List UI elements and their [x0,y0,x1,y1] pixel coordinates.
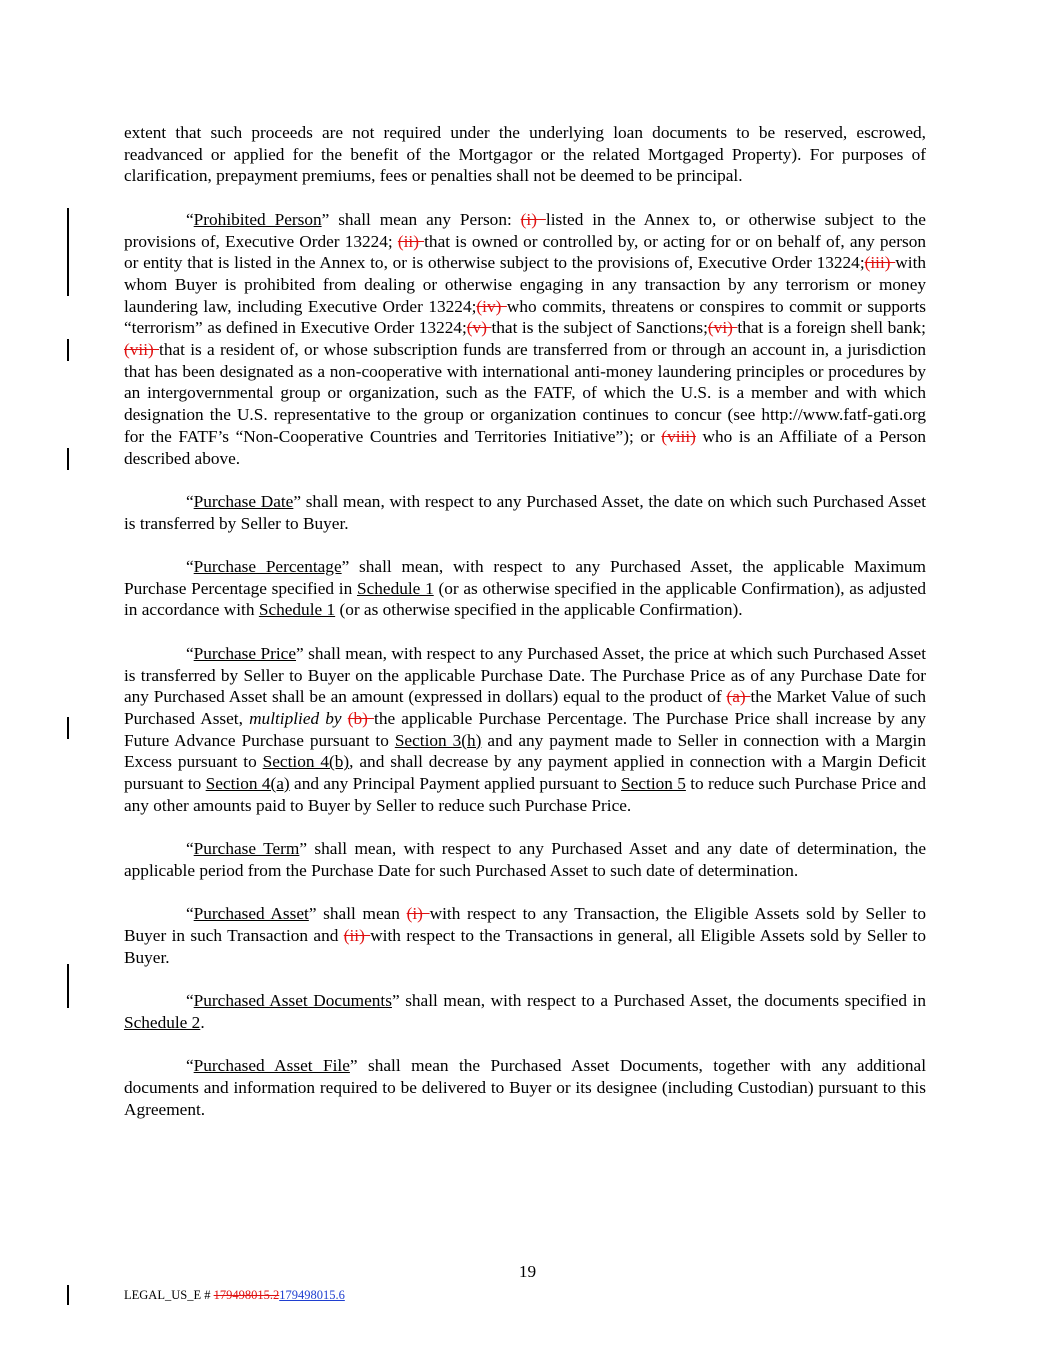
paragraph-proceeds-continuation: extent that such proceeds are not required under the underlying loan documents to be reserved, escrowed, readvanced or applied for the benefit of the Mortgagor or the related Mortgaged Property). For purposes of clarification, prepayment premiums, fees or penalties shall not be deemed to be principal. [124,123,926,186]
deleted-text: (vii) [124,340,160,360]
definition-purchase-price: “Purchase Price” shall mean, with respect to any Purchased Asset, the price at which such Purchased Asset is transferred by Seller to Buyer on the applicable Purchase Date. The Purchase Price as of any Purchase Date for any Purchased Asset shall be an amount (expressed in dollars) equal to the product of (a) the Market Value of such Purchased Asset, multiplied by (b) the applicable Purchase Percentage. The Purchase Price shall increase by any Future Advance Purchase pursuant to Section 3(h) and any payment made to Seller in connection with a Margin Excess pursuant to Section 4(b), and shall decrease by any payment applied in connection with a Margin Deficit pursuant to Section 4(a) and any Principal Payment applied pursuant to Section 5 to reduce such Purchase Price and any other amounts paid to Buyer by Seller to reduce such Purchase Price. [124,643,927,815]
deleted-text: (vi) [707,318,738,338]
defined-term: Purchase Percentage [193,557,342,577]
page-number: 19 [518,1262,537,1281]
deleted-text: (v) [466,318,492,338]
deleted-text: (a) [726,687,751,707]
deleted-text: (i) [520,209,546,229]
change-bar [67,1285,69,1305]
defined-term: Purchased Asset Documents [193,991,392,1011]
cross-reference: Section 3(h) [394,730,482,750]
document-body [124,122,926,1120]
italic-text: multiplied by [249,708,342,728]
cross-reference: Section 4(a) [205,774,290,794]
deleted-text: (ii) [397,231,425,251]
definition-purchased-asset: “Purchased Asset” shall mean (i) with respect to any Transaction, the Eligible Assets sold by Seller to Buyer in such Transaction and (ii) with respect to the Transactions in general, all Eligible Assets sold by Seller to Buyer. [124,904,927,967]
definition-purchase-percentage: “Purchase Percentage” shall mean, with respect to any Purchased Asset, the applicable Maximum Purchase Percentage specified in Schedule 1 (or as otherwise specified in the applicable Confirmation), as adjusted in accordance with Schedule 1 (or as otherwise specified in the applicable Confirmation). [124,557,927,620]
defined-term: Purchased Asset File [193,1056,350,1076]
change-bar [67,717,69,739]
deleted-text: (i) [406,904,430,924]
deleted-text: (ii) [343,925,371,945]
definition-purchased-asset-documents: “Purchased Asset Documents” shall mean, with respect to a Purchased Asset, the documents specified in Schedule 2. [124,991,926,1032]
deleted-text: (iii) [864,253,896,273]
definition-purchase-date: “Purchase Date” shall mean, with respect to any Purchased Asset, the date on which such Purchased Asset is transferred by Seller to Buyer. [124,491,926,533]
deleted-text: (b) [347,708,375,728]
defined-term: Purchase Date [193,491,294,511]
cross-reference: Section 4(b) [262,752,350,772]
cross-reference: Section 5 [621,774,686,794]
defined-term: Purchase Price [193,643,297,663]
change-bar [67,339,69,361]
defined-term: Purchase Term [193,839,300,859]
defined-term: Prohibited Person [193,209,322,229]
definition-prohibited-person: “Prohibited Person” shall mean any Person: (i) listed in the Annex to, or otherwise subject to the provisions of, Executive Order 13224; (ii) that is owned or controlled by, or acting for or on behalf of, any person or entity that is listed in the Annex to, or is otherwise subject to the provisions of, Executive Order 13224;(iii) with whom Buyer is prohibited from dealing or otherwise engaging in any transaction by any terrorism or money laundering law, including Executive Order 13224;(iv) who commits, threatens or conspires to commit or supports “terrorism” as defined in Executive Order 13224;(v) that is the subject of Sanctions;(vi) that is a foreign shell bank; (vii) that is a resident of, or whose subscription funds are transferred from or through an account in, a jurisdiction that has been designated as a non-cooperative with international anti-money laundering principles or procedures by an intergovernmental group or organization, such as the FATF, of which the U.S. is a member and with which designation the U.S. representative to the group or organization continues to concur (see http://www.fatf-gati.org for the FATF’s “Non-Cooperative Countries and Territories Initiative”); or (viii) who is an Affiliate of a Person described above. [124,209,927,468]
inserted-text: 179498015.6 [279,1288,345,1302]
cross-reference: Schedule 1 [356,578,434,598]
change-bar [67,964,69,1008]
deleted-text: (viii) [661,426,696,446]
document-footer: LEGAL_US_E # 179498015.2179498015.6 [124,1288,345,1302]
change-bar [67,252,69,296]
change-bar [67,448,69,470]
cross-reference: Schedule 2 [124,1012,201,1032]
cross-reference: Schedule 1 [258,600,336,620]
change-bar [67,208,69,252]
deleted-text: (iv) [476,296,507,316]
deleted-text: 179498015.2 [213,1288,280,1302]
definition-purchased-asset-file: “Purchased Asset File” shall mean the Purchased Asset Documents, together with any additional documents and information required to be delivered to Buyer or its designee (including Custodian) pursuant to this Agreement. [124,1056,927,1119]
definition-purchase-term: “Purchase Term” shall mean, with respect to any Purchased Asset and any date of determination, the applicable period from the Purchase Date for such Purchased Asset to such date of determination. [124,839,926,880]
defined-term: Purchased Asset [193,904,309,924]
